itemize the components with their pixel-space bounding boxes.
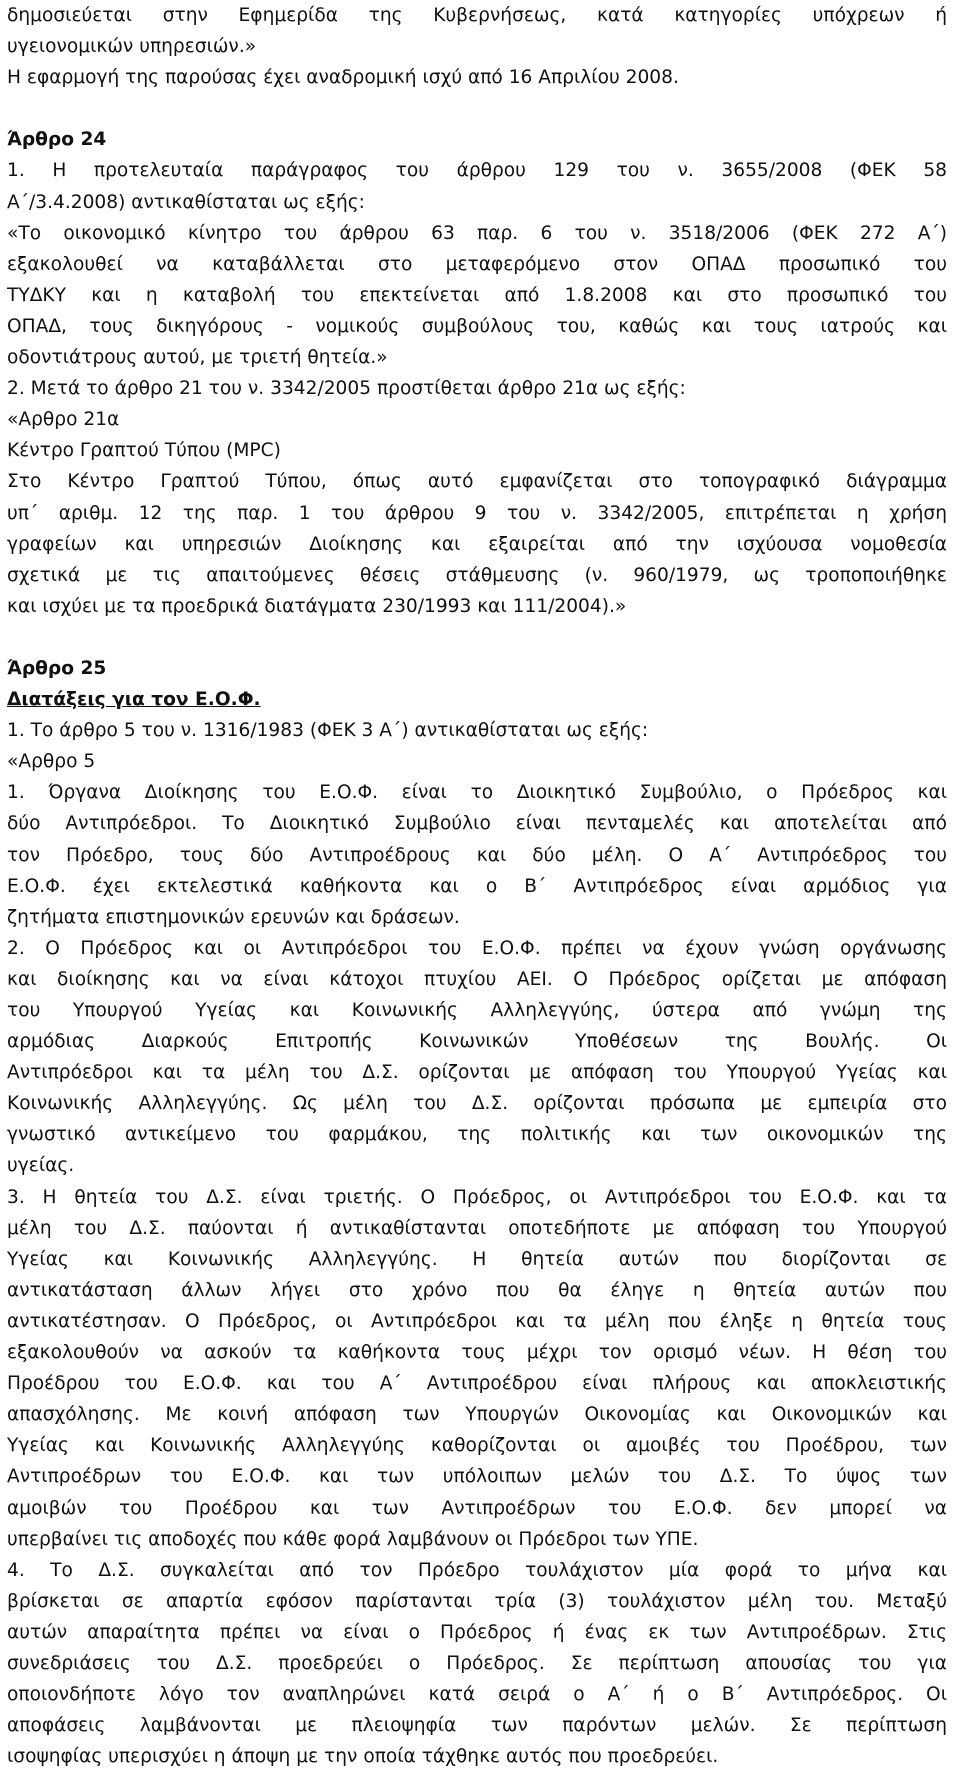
text-line: εξακολουθούν να ασκούν τα καθήκοντα τους μέχρι τον ορισμό νέων. Η θέση του <box>7 1342 947 1364</box>
text-line: Ε.Ο.Φ. έχει εκτελεστικά καθήκοντα και ο Β΄ Αντιπρόεδρος είναι αρμόδιος για <box>7 875 947 897</box>
text-line: 3. Η θητεία του Δ.Σ. είναι τριετής. Ο Πρόεδρος, οι Αντιπρόεδροι του Ε.Ο.Φ. και τα <box>7 1186 947 1208</box>
text-line: δύο Αντιπρόεδροι. Το Διοικητικό Συμβούλιο είναι πενταμελές και αποτελείται από <box>7 813 947 835</box>
text-line: του Υπουργού Υγείας και Κοινωνικής Αλληλεγγύης, ύστερα από γνώμη της <box>7 1000 947 1021</box>
text-line: σχετικά με τις απαιτούμενες θέσεις στάθμευσης (ν. 960/1979, ως τροποποιήθηκε <box>7 564 947 586</box>
text-line: βρίσκεται σε απαρτία εφόσον παρίστανται τρία (3) τουλάχιστον μέλη του. Μεταξύ <box>7 1590 947 1612</box>
text-line: «Αρθρο 21α <box>7 409 120 431</box>
text-line: και ισχύει με τα προεδρικά διατάγματα 230/1993 και 111/2004).» <box>7 595 627 617</box>
text-line: «Αρθρο 5 <box>7 751 96 773</box>
text-line: 1. Η προτελευταία παράγραφος του άρθρου 129 του ν. 3655/2008 (ΦΕΚ 58 <box>7 160 947 182</box>
text-line: απασχόλησης. Με κοινή απόφαση των Υπουργών Οικονομίας και Οικονομικών και <box>7 1404 947 1426</box>
text-line: Κοινωνικής Αλληλεγγύης. Ως μέλη του Δ.Σ. ορίζονται πρόσωπα με εμπειρία στο <box>7 1093 947 1115</box>
text-line: εξακολουθεί να καταβάλλεται στο μεταφερόμενο στον ΟΠΑΔ προσωπικό του <box>7 253 947 275</box>
text-line: υγείας. <box>7 1155 75 1177</box>
text-line: Η εφαρμογή της παρούσας έχει αναδρομική ισχύ από 16 Απριλίου 2008. <box>7 67 679 89</box>
text-line: Αντιπρόεδροι και τα μέλη του Δ.Σ. ορίζονται με απόφαση του Υπουργού Υγείας και <box>7 1062 947 1084</box>
text-line: Υγείας και Κοινωνικής Αλληλεγγύης. Η θητεία αυτών που διορίζονται σε <box>7 1248 947 1270</box>
text-line: 4. Το Δ.Σ. συγκαλείται από τον Πρόεδρο τουλάχιστον μία φορά το μήνα και <box>7 1559 947 1581</box>
section-heading: Άρθρο 24 <box>7 129 107 151</box>
section-heading: Διατάξεις για τον Ε.Ο.Φ. <box>7 689 261 711</box>
blank-line <box>7 622 947 653</box>
blank-line <box>7 93 947 124</box>
text-line: 2. Μετά το άρθρο 21 του ν. 3342/2005 προστίθεται άρθρο 21α ως εξής: <box>7 378 686 400</box>
text-line: ισοψηφίας υπερισχύει η άποψη με την οποία τάχθηκε αυτός που προεδρεύει. <box>7 1746 719 1768</box>
text-line: αρμόδιας Διαρκούς Επιτροπής Κοινωνικών Υποθέσεων της Βουλής. Οι <box>7 1031 947 1053</box>
text-line: Αντιπροέδρων του Ε.Ο.Φ. και των υπόλοιπων μελών του Δ.Σ. Το ύψος των <box>7 1466 947 1488</box>
text-line: υπερβαίνει τις αποδοχές που κάθε φορά λαμβάνουν οι Πρόεδροι των ΥΠΕ. <box>7 1528 699 1550</box>
text-line: μέλη του Δ.Σ. παύονται ή αντικαθίστανται οποτεδήποτε με απόφαση του Υπουργού <box>7 1217 947 1239</box>
text-line: 1. Το άρθρο 5 του ν. 1316/1983 (ΦΕΚ 3 Α΄) αντικαθίσταται ως εξής: <box>7 720 649 742</box>
text-line: αμοιβών του Προέδρου και των Αντιπροέδρων του Ε.Ο.Φ. δεν μπορεί να <box>7 1497 947 1519</box>
text-line: Α΄/3.4.2008) αντικαθίσταται ως εξής: <box>7 191 365 213</box>
text-line: υπ΄ αριθμ. 12 της παρ. 1 του άρθρου 9 του ν. 3342/2005, επιτρέπεται η χρήση <box>7 502 947 524</box>
text-line: γνωστικό αντικείμενο του φαρμάκου, της πολιτικής και των οικονομικών της <box>7 1124 947 1146</box>
text-line: γραφείων και υπηρεσιών Διοίκησης και εξαιρείται από την ισχύουσα νομοθεσία <box>7 533 947 555</box>
text-line: Υγείας και Κοινωνικής Αλληλεγγύης καθορίζονται οι αμοιβές του Προέδρου, των <box>7 1435 947 1457</box>
text-line: και διοίκησης και να είναι κάτοχοι πτυχίου ΑΕΙ. Ο Πρόεδρος ορίζεται με απόφαση <box>7 968 947 990</box>
text-line: υγειονομικών υπηρεσιών.» <box>7 36 257 58</box>
text-line: ΟΠΑΔ, τους δικηγόρους - νομικούς συμβούλους του, καθώς και τους ιατρούς και <box>7 315 947 337</box>
text-line: οδοντιάτρους αυτού, με τριετή θητεία.» <box>7 347 388 369</box>
text-line: Κέντρο Γραπτού Τύπου (MPC) <box>7 440 281 462</box>
text-line: ζητήματα επιστημονικών ερευνών και δράσεων. <box>7 906 460 928</box>
text-line: ΤΥΔΚΥ και η καταβολή του επεκτείνεται από 1.8.2008 και στο προσωπικό του <box>7 284 947 306</box>
text-line: αυτών απαραίτητα πρέπει να είναι ο Πρόεδρος ή ένας εκ των Αντιπροέδρων. Στις <box>7 1621 947 1643</box>
text-line: συνεδριάσεις του Δ.Σ. προεδρεύει ο Πρόεδρος. Σε περίπτωση απουσίας του για <box>7 1652 947 1674</box>
text-line: οποιονδήποτε λόγο τον αναπληρώνει κατά σειρά ο Α΄ ή ο Β΄ Αντιπρόεδρος. Οι <box>7 1684 947 1706</box>
text-line: «Το οικονομικό κίνητρο του άρθρου 63 παρ. 6 του ν. 3518/2006 (ΦΕΚ 272 Α΄) <box>7 222 947 244</box>
section-heading: Άρθρο 25 <box>7 657 107 679</box>
text-line: αντικατέστησαν. Ο Πρόεδρος, οι Αντιπρόεδροι και τα μέλη που έληξε η θητεία τους <box>7 1310 947 1332</box>
text-line: αντικατάσταση άλλων λήγει στο χρόνο που θα έληγε η θητεία αυτών που <box>7 1279 947 1301</box>
text-line: αποφάσεις λαμβάνονται με πλειοψηφία των παρόντων μελών. Σε περίπτωση <box>7 1715 947 1737</box>
text-line: Προέδρου του Ε.Ο.Φ. και του Α΄ Αντιπροέδρου είναι πλήρους και αποκλειστικής <box>7 1373 947 1395</box>
text-line: 1. Όργανα Διοίκησης του Ε.Ο.Φ. είναι το Διοικητικό Συμβούλιο, ο Πρόεδρος και <box>7 782 947 804</box>
document-page <box>7 0 947 1772</box>
text-line: τον Πρόεδρο, τους δύο Αντιπροέδρους και δύο μέλη. Ο Α΄ Αντιπρόεδρος του <box>7 844 947 866</box>
text-line: 2. Ο Πρόεδρος και οι Αντιπρόεδροι του Ε.Ο.Φ. πρέπει να έχουν γνώση οργάνωσης <box>7 937 947 959</box>
text-line: Στο Κέντρο Γραπτού Τύπου, όπως αυτό εμφανίζεται στο τοπογραφικό διάγραμμα <box>7 471 947 493</box>
text-line: δημοσιεύεται στην Εφημερίδα της Κυβερνήσεως, κατά κατηγορίες υπόχρεων ή <box>7 5 947 26</box>
